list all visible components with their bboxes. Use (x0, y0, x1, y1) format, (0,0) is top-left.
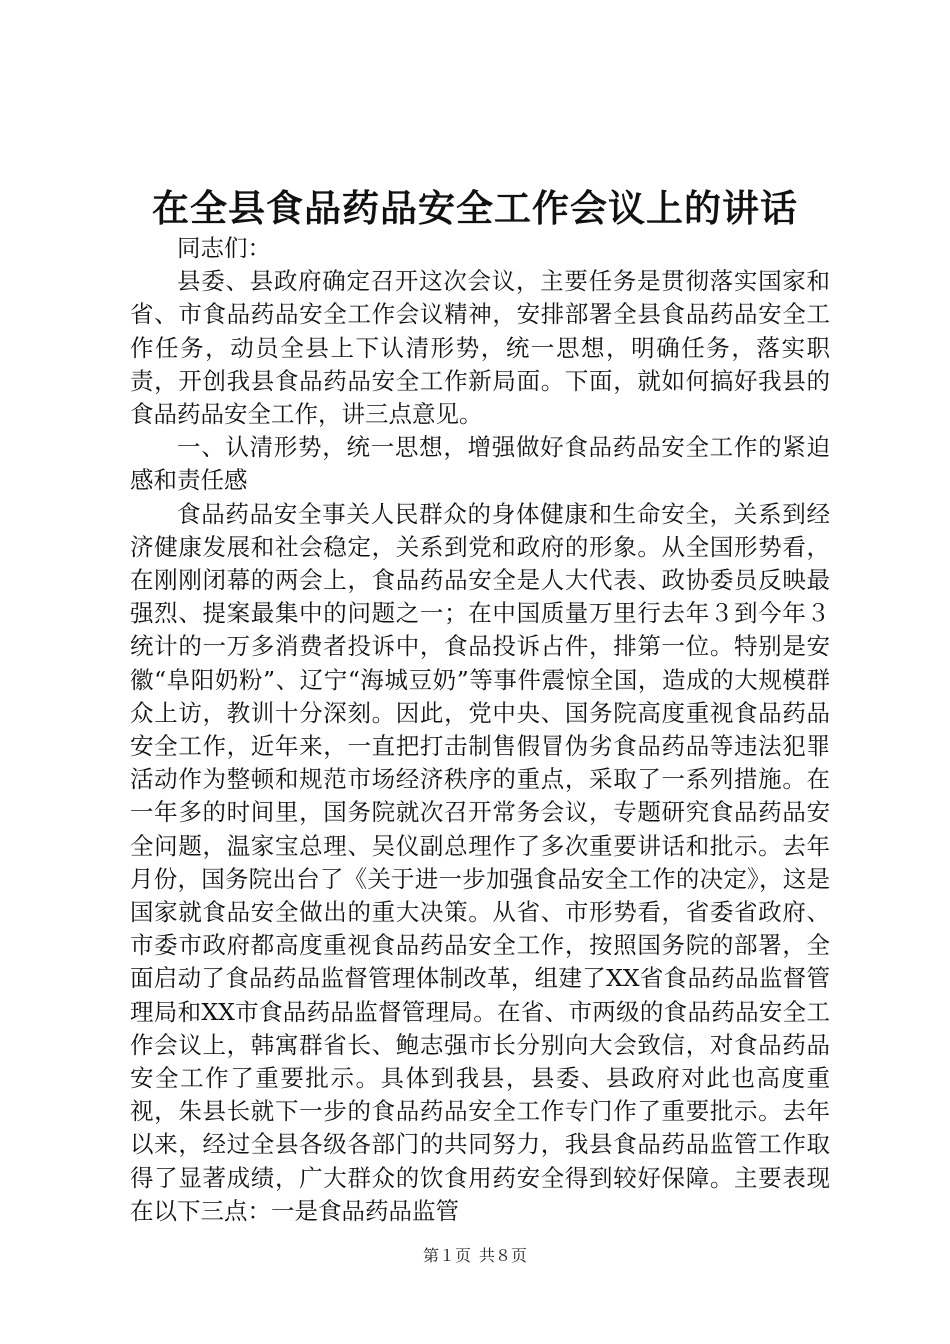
document-title: 在全县食品药品安全工作会议上的讲话 (152, 186, 798, 230)
body-paragraph: 食品药品安全事关人民群众的身体健康和生命安全，关系到经济健康发展和社会稳定，关系到党和政府的形象。从全国形势看，在刚刚闭幕的两会上，食品药品安全是人大代表、政协委员反映最强烈、提案最集中的问题之一；在中国质量万里行去年３到今年３统计的一万多消费者投诉中，食品投诉占件，排第一位。特别是安徽“阜阳奶粉”、辽宁“海城豆奶”等事件震惊全国，造成的大规模群众上访，教训十分深刻。因此，党中央、国务院高度重视食品药品安全工作，近年来，一直把打击制售假冒伪劣食品药品等违法犯罪活动作为整顿和规范市场经济秩序的重点，采取了一系列措施。在一年多的时间里，国务院就次召开常务会议，专题研究食品药品安全问题，温家宝总理、吴仪副总理作了多次重要讲话和批示。去年月份，国务院出台了《关于进一步加强食品安全工作的决定》，这是国家就食品安全做出的重大决策。从省、市形势看，省委省政府、市委市政府都高度重视食品药品安全工作，按照国务院的部署，全面启动了食品药品监督管理体制改革，组建了XX省食品药品监督管理局和XX市食品药品监督管理局。在省、市两级的食品药品安全工作会议上，韩寓群省长、鲍志强市长分别向大会致信，对食品药品安全工作了重要批示。具体到我县，县委、县政府对此也高度重视，朱县长就下一步的食品药品安全工作专门作了重要批示。去年以来，经过全县各级各部门的共同努力，我县食品药品监管工作取得了显著成绩，广大群众的饮食用药安全得到较好保障。主要表现在以下三点：一是食品药品监管 (130, 499, 830, 1225)
document-body (130, 232, 830, 1228)
total-pages: 共８页 (479, 1246, 528, 1265)
page-number: 第１页 (422, 1246, 471, 1265)
section-heading: 一、认清形势，统一思想，增强做好食品药品安全工作的紧迫感和责任感 (130, 433, 830, 495)
page-footer (0, 1245, 950, 1267)
intro-paragraph: 县委、县政府确定召开这次会议，主要任务是贯彻落实国家和省、市食品药品安全工作会议精神，安排部署全县食品药品安全工作任务，动员全县上下认清形势，统一思想，明确任务，落实职责，开创我县食品药品安全工作新局面。下面，就如何搞好我县的食品药品安全工作，讲三点意见。 (130, 267, 830, 429)
salutation-paragraph: 同志们： (177, 234, 271, 262)
